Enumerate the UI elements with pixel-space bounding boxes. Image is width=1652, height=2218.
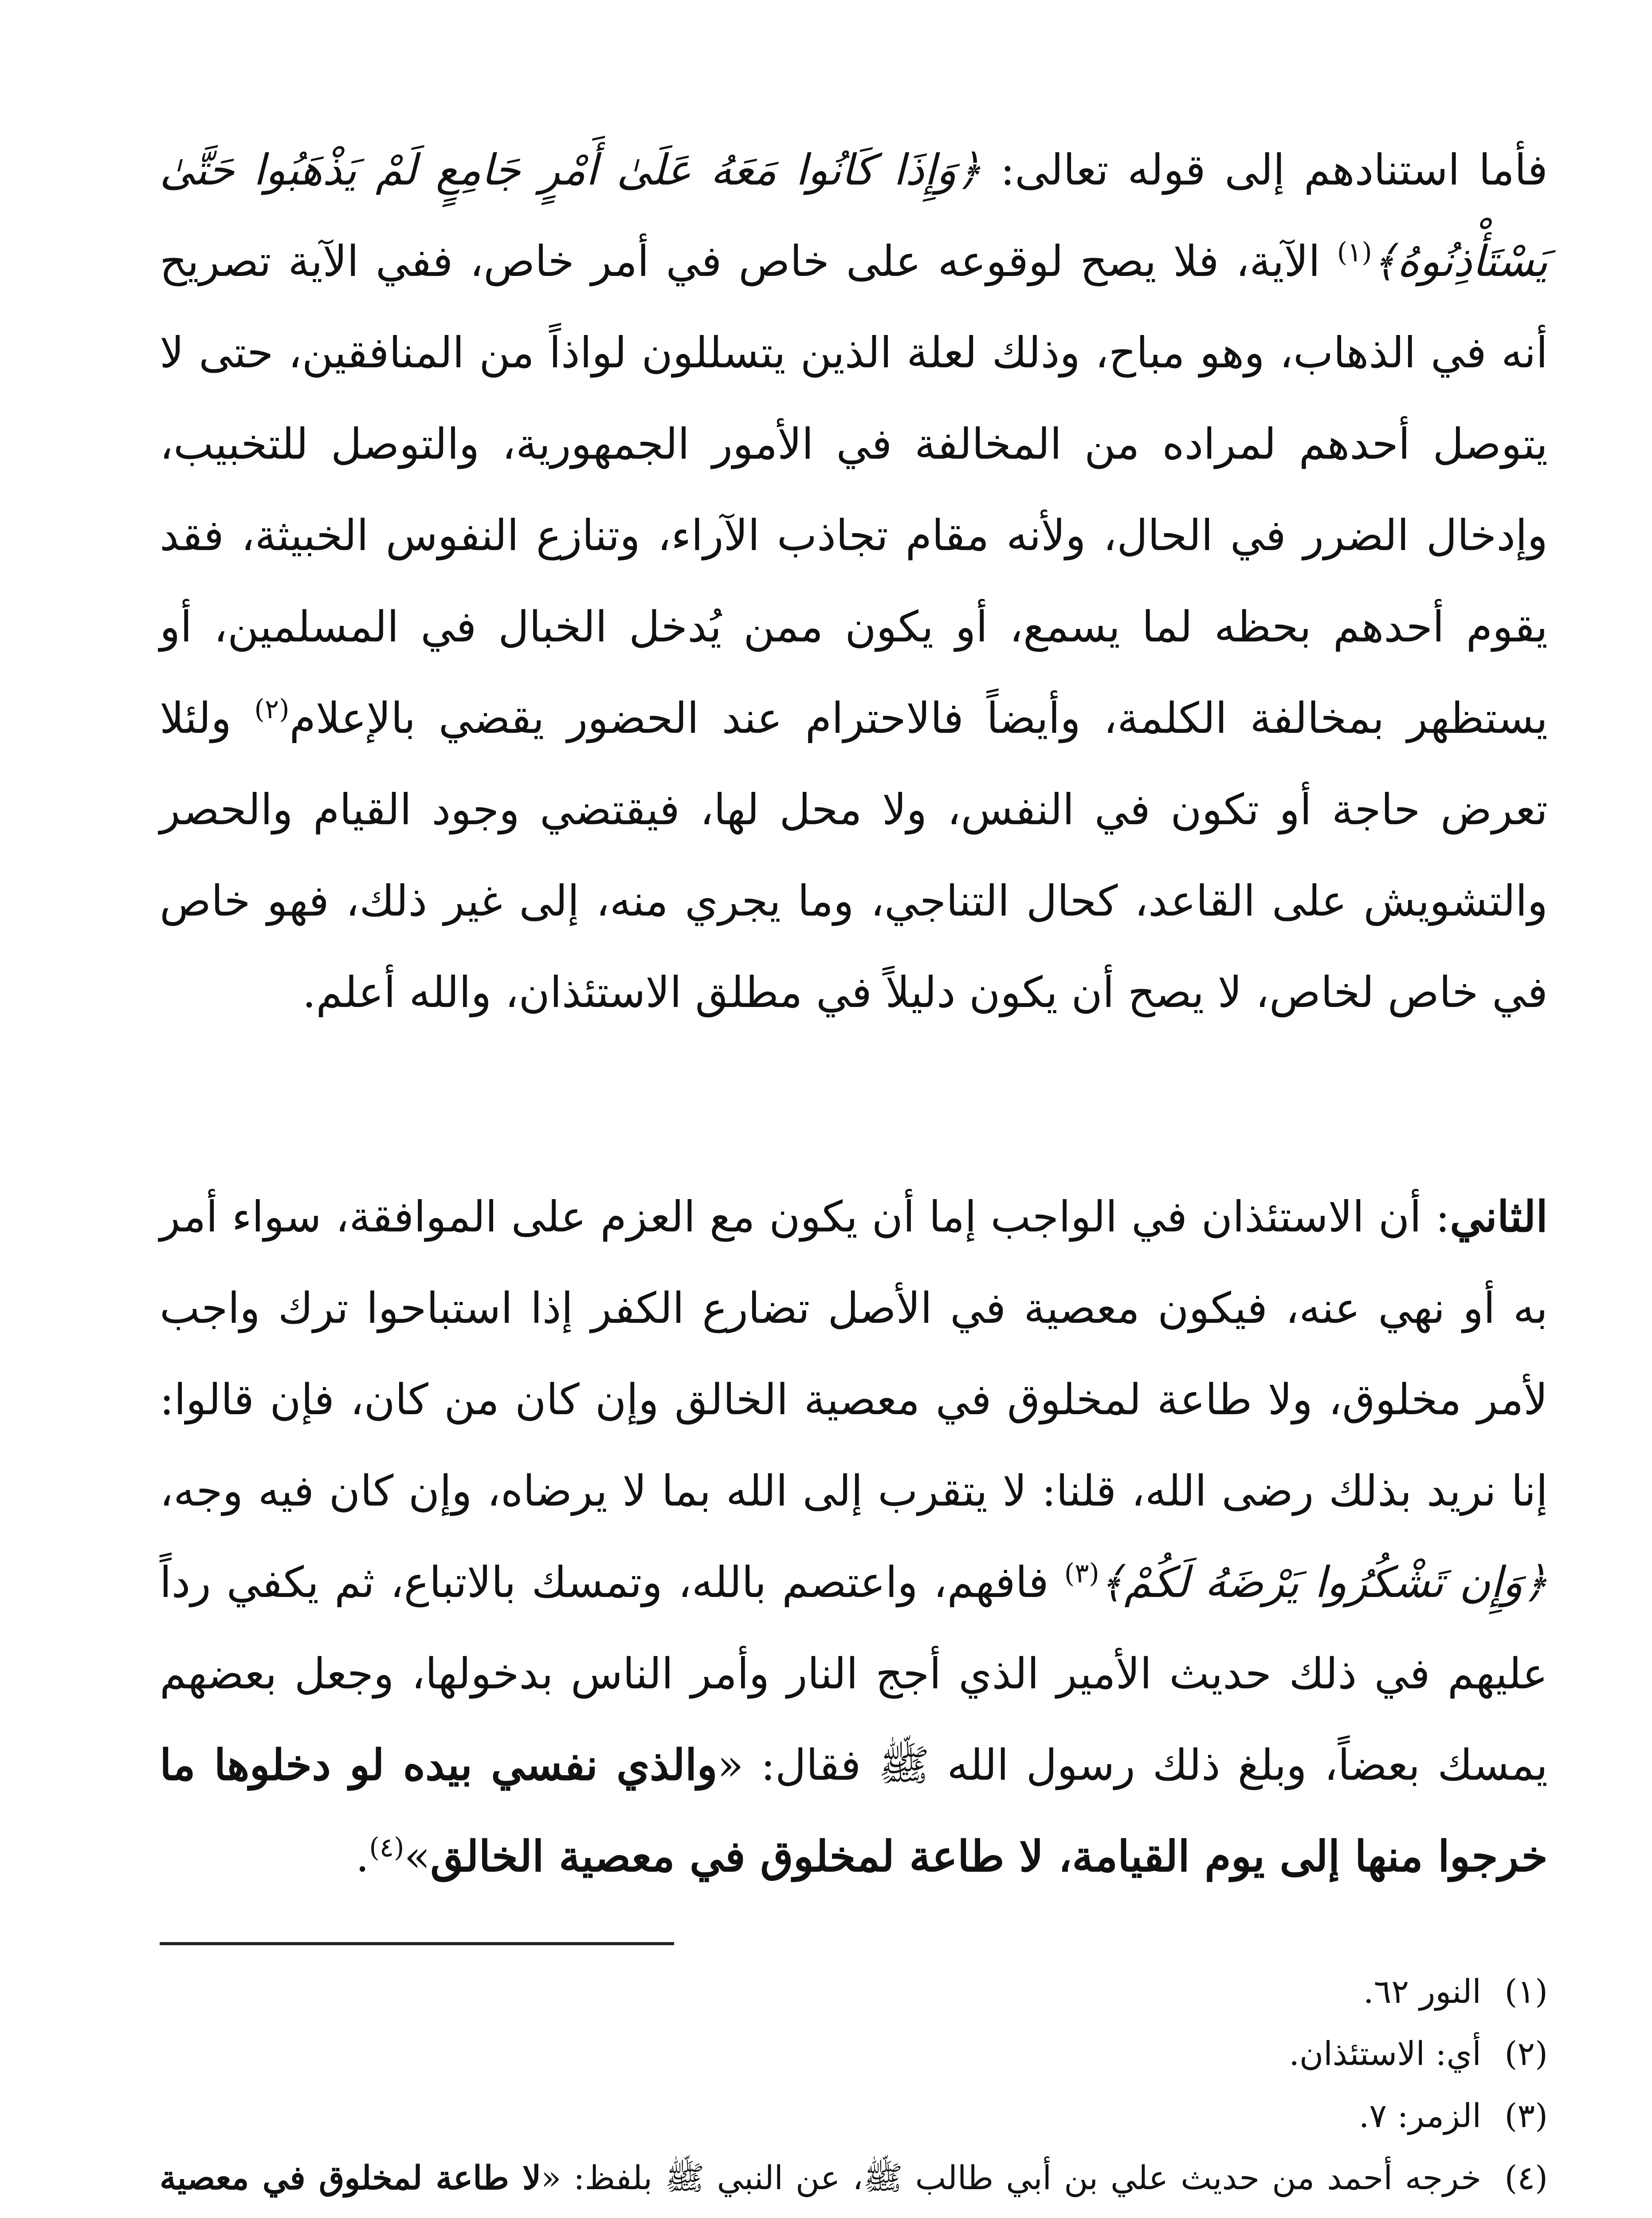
- quran-verse-2: ﴿وَإِن تَشْكُرُوا يَرْضَهُ لَكُمْ﴾: [1099, 1557, 1548, 1607]
- hadith-quote: والذي نفسي بيده لو دخلوها ما خرجوا منها إلى يوم القيامة، لا طاعة لمخلوق في معصية الخالق: [160, 1740, 1548, 1881]
- footnote-4-text-a: خرجه أحمد من حديث علي بن أبي طالب ﷺ، عن النبي ﷺ بلفظ: «: [541, 2159, 1481, 2197]
- paragraph-1-text-a: فأما استنادهم إلى قوله تعالى:: [981, 145, 1548, 195]
- footnote-2: [160, 2023, 1548, 2085]
- quran-verse-1: ﴿وَإِذَا كَانُوا مَعَهُ عَلَىٰ أَمْرٍ جَامِعٍ لَمْ يَذْهَبُوا حَتَّىٰ يَسْتَأْذِنُوهُ﴾: [160, 145, 1548, 286]
- footnote-3: [160, 2085, 1548, 2147]
- footnote-text: النور ٦٢.: [1363, 1973, 1481, 2011]
- paragraph-2: [160, 1171, 1548, 1902]
- footnote-4: [160, 2147, 1548, 2218]
- footnote-1: [160, 1961, 1548, 2023]
- paragraph-2-text-c: »: [404, 1832, 431, 1881]
- paragraph-1-text-b: الآية، فلا يصح لوقوعه على خاص في أمر خاص، ففي الآية تصريح أنه في الذهاب، وهو مباح، وذلك لعلة الذين يتسللون لواذاً من المنافقين، حتى لا يتوصل أحدهم لمراده من المخالفة في الأمور الجمهورية، والتوصل للتخبيب، وإدخال الضرر في الحال، ولأنه مقام تجاذب الآراء، وتنازع النفوس الخبيثة، فقد يقوم أحدهم بحظه لما يسمع، أو يكون ممن يُدخل الخبال في المسلمين، أو يستظهر بمخالفة الكلمة، وأيضاً فالاحترام عند الحضور يقضي بالإعلام: [160, 236, 1548, 743]
- footnote-ref-1[interactable]: (١): [1337, 237, 1372, 268]
- footnote-ref-2[interactable]: (٢): [254, 694, 290, 725]
- footnotes: [160, 1961, 1548, 2218]
- footnote-ref-3[interactable]: (٣): [1064, 1558, 1099, 1589]
- footnote-number: (١): [1504, 1973, 1548, 2011]
- footnote-ref-4[interactable]: (٤): [369, 1832, 404, 1863]
- paragraph-2-lead: الثاني: [1450, 1192, 1548, 1242]
- footnote-4-bold-a: لا طاعة لمخلوق في معصية: [160, 2159, 542, 2197]
- footnote-number: (٢): [1504, 2035, 1548, 2073]
- paragraph-2-text-a: : أن الاستئذان في الواجب إما أن يكون مع العزم على الموافقة، سواء أمر به أو نهي عنه، فيكون معصية في الأصل تضارع الكفر إذا استباحوا ترك واجب لأمر مخلوق، ولا طاعة لمخلوق في معصية الخالق وإن كان من كان، فإن قالوا: إنا نريد بذلك رضى الله، قلنا: لا يتقرب إلى الله بما لا يرضاه، وإن كان فيه وجه،: [160, 1192, 1548, 1516]
- footnote-divider: [160, 1942, 674, 1945]
- paragraph-2-text-d: .: [355, 1832, 369, 1881]
- paragraph-1-text-c: ولئلا تعرض حاجة أو تكون في النفس، ولا محل لها، فيقتضي وجود القيام والحصر والتشويش على القاعد، كحال التناجي، وما يجري منه، إلى غير ذلك، فهو خاص في خاص لخاص، لا يصح أن يكون دليلاً في مطلق الاستئذان، والله أعلم.: [160, 693, 1548, 1017]
- footnote-text: أي: الاستئذان.: [1289, 2035, 1481, 2073]
- footnote-number: (٤): [1504, 2159, 1548, 2197]
- footnote-text: [160, 2147, 1481, 2218]
- page-body: [160, 124, 1548, 1902]
- paragraph-2-text-b: فافهم، واعتصم بالله، وتمسك بالاتباع، ثم يكفي رداً عليهم في ذلك حديث الأمير الذي أجج النار وأمر الناس بدخولها، وجعل بعضهم يمسك بعضاً، وبلغ ذلك رسول الله ﷺ فقال: «: [160, 1557, 1548, 1790]
- footnote-text: الزمر: ٧.: [1358, 2097, 1481, 2135]
- paragraph-1: [160, 124, 1548, 1038]
- footnote-number: (٣): [1504, 2097, 1548, 2135]
